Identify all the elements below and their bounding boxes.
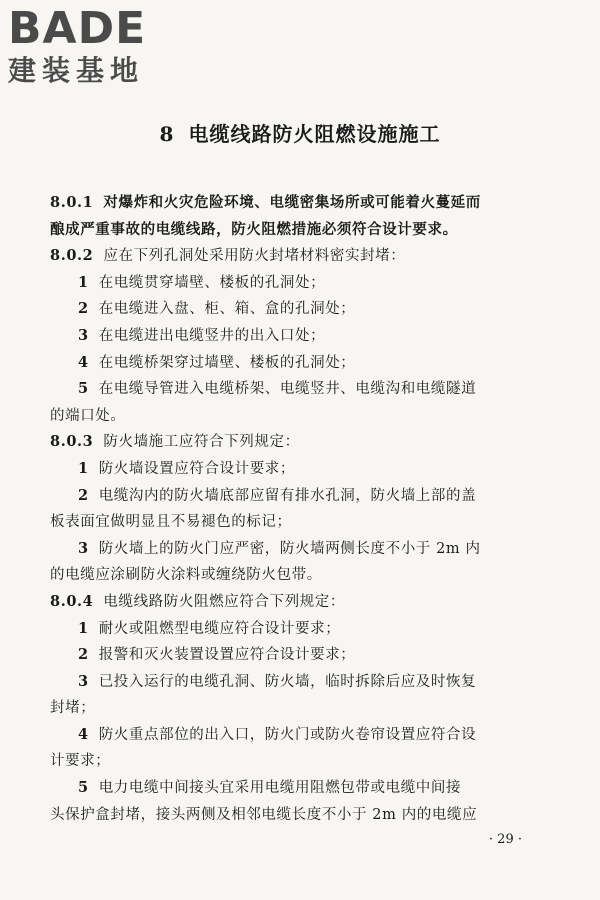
clause-number: 8.0.1 — [50, 194, 94, 211]
text-line — [50, 217, 555, 244]
list-item-line — [50, 456, 555, 483]
text-line — [50, 509, 555, 536]
list-item-line — [50, 323, 555, 350]
line-text: 防火墙设置应符合设计要求； — [98, 460, 296, 477]
line-text: 对爆炸和火灾危险环境、电缆密集场所或可能着火蔓延而 — [103, 194, 481, 211]
chapter-number: 8 — [159, 122, 175, 146]
line-text: 防火墙施工应符合下列规定： — [103, 434, 300, 451]
item-number: 1 — [78, 273, 89, 291]
line-text: 在电缆贯穿墙壁、楼板的孔洞处； — [98, 274, 326, 291]
chapter-title — [0, 118, 600, 147]
line-text: 防火重点部位的出入口，防火门或防火卷帘设置应符合设 — [98, 726, 477, 743]
line-text: 酿成严重事故的电缆线路，防火阻燃措施必须符合设计要求。 — [50, 220, 458, 238]
line-text: 电缆线路防火阻燃应符合下列规定： — [103, 593, 345, 610]
line-text: 电力电缆中间接头宜采用电缆用阻燃包带或电缆中间接 — [98, 780, 462, 797]
clause-number: 8.0.2 — [50, 247, 94, 265]
list-item-line — [50, 642, 555, 669]
item-number: 5 — [78, 380, 89, 398]
list-item-line — [50, 270, 555, 297]
text-line — [50, 802, 555, 829]
line-text: 在电缆进出电缆竖井的出入口处； — [98, 327, 326, 344]
line-text: 计要求； — [50, 753, 111, 770]
line-text: 的电缆应涂刷防火涂料或缠绕防火包带。 — [50, 567, 322, 584]
line-text: 在电缆导管进入电缆桥架、电缆竖井、电缆沟和电缆隧道 — [98, 381, 477, 398]
bade-logo — [8, 3, 147, 88]
line-text: 的端口处。 — [50, 407, 126, 424]
line-text: 板表面宜做明显且不易褪色的标记； — [50, 514, 292, 531]
item-number: 3 — [78, 672, 89, 690]
list-item-line — [50, 483, 555, 510]
line-text: 头保护盒封堵，接头两侧及相邻电缆长度不小于 2m 内的电缆应 — [50, 806, 478, 823]
line-text: 应在下列孔洞处采用防火封堵材料密实封堵： — [103, 248, 406, 265]
text-line — [50, 695, 555, 722]
list-item-line — [50, 616, 555, 643]
item-number: 1 — [78, 619, 89, 637]
clause-line — [50, 429, 555, 456]
document-body — [50, 190, 555, 828]
list-item-line — [50, 722, 555, 749]
clause-number: 8.0.3 — [50, 433, 94, 451]
text-line — [50, 562, 555, 589]
item-number: 5 — [78, 779, 89, 797]
item-number: 1 — [78, 459, 89, 477]
clause-line — [50, 589, 555, 616]
list-item-line — [50, 350, 555, 377]
line-text: 电缆沟内的防火墙底部应留有排水孔洞，防火墙上部的盖 — [98, 487, 477, 504]
logo-chinese-name: 建装基地 — [8, 54, 145, 87]
line-text: 耐火或阻燃型电缆应符合设计要求； — [98, 620, 341, 637]
clause-number: 8.0.4 — [50, 592, 94, 610]
list-item-line — [50, 669, 555, 696]
chapter-title-text: 电缆线路防火阻燃设施施工 — [188, 122, 441, 146]
line-text: 在电缆进入盘、柜、箱、盒的孔洞处； — [98, 301, 356, 318]
line-text: 报警和灭火装置设置应符合设计要求； — [98, 647, 356, 664]
line-text: 已投入运行的电缆孔洞、防火墙，临时拆除后应及时恢复 — [98, 673, 477, 690]
logo-wordmark: BADE — [8, 3, 147, 54]
list-item-line — [50, 376, 555, 403]
item-number: 4 — [78, 725, 89, 743]
item-number: 2 — [78, 486, 89, 504]
item-number: 2 — [78, 300, 89, 318]
text-line — [50, 403, 555, 430]
item-number: 3 — [78, 539, 89, 557]
item-number: 4 — [78, 353, 89, 371]
line-text: 封堵； — [50, 700, 96, 717]
item-number: 2 — [78, 646, 89, 664]
list-item-line — [50, 296, 555, 323]
list-item-line — [50, 536, 555, 563]
page-number: · 29 · — [488, 832, 522, 847]
line-text: 在电缆桥架穿过墙壁、楼板的孔洞处； — [98, 354, 356, 371]
item-number: 3 — [78, 326, 89, 344]
line-text: 防火墙上的防火门应严密，防火墙两侧长度不小于 2m 内 — [98, 540, 481, 557]
clause-line — [50, 190, 555, 217]
text-line — [50, 748, 555, 775]
clause-line — [50, 243, 555, 270]
list-item-line — [50, 775, 555, 802]
